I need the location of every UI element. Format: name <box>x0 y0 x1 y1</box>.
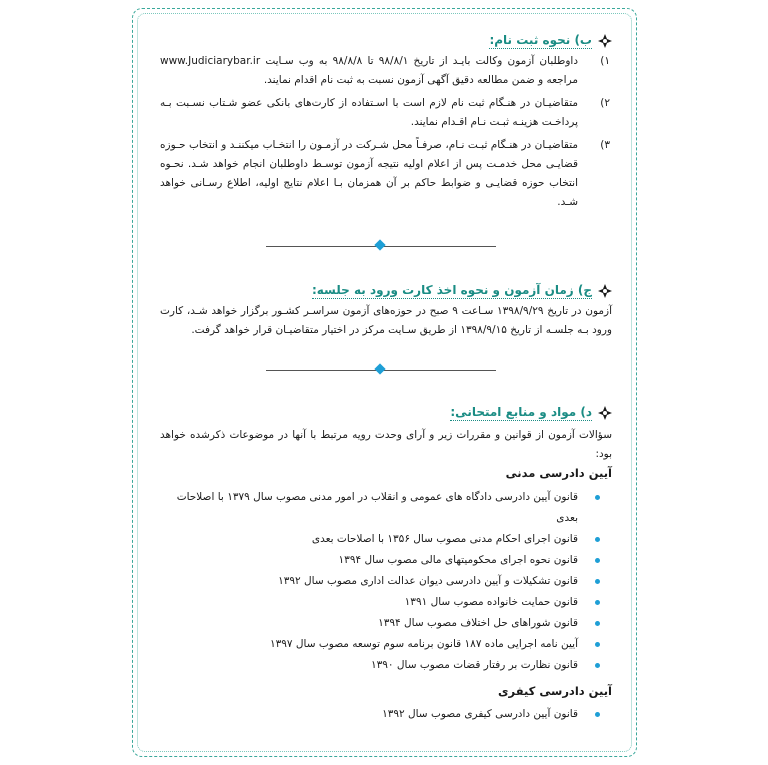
exam-time-paragraph: آزمون در تاریخ ۱۳۹۸/۹/۲۹ سـاعت ۹ صبح در حوزه‌های آزمون سراسـر کشـور برگزار خواهد شـد، کارت ورود بـه جلسـه از تاریخ ۱۳۹۸/۹/۱۵ از طریق سـایت مرکز در اختیار متقاضیـان قرار خواهد گرفت. <box>160 305 613 336</box>
item-number: ۱) <box>600 55 610 67</box>
list-item <box>160 94 612 132</box>
section-b-title: ب) نحوه ثبت نام: <box>489 33 592 47</box>
registration-list <box>160 52 612 216</box>
section-d-title: د) مواد و منابع امتحانی: <box>450 405 592 419</box>
bullet-icon <box>595 579 600 584</box>
list-item: آیین نامه اجرایی ماده ۱۸۷ قانون برنامه سوم توسعه مصوب سال ۱۳۹۷ <box>160 634 612 655</box>
criminal-procedure-title: آیین دادرسی کیفری <box>498 684 612 698</box>
bullet-icon <box>595 663 600 668</box>
bullet-icon <box>595 621 600 626</box>
section-c-title: ج) زمان آزمون و نحوه اخذ کارت ورود به جلسه: <box>311 283 592 297</box>
sources-intro: سؤالات آزمون از قوانین و مقررات زیر و آرای وحدت رویه مرتبط با آنها در موضوعات ذکرشده خواهد بود: <box>160 429 612 460</box>
diamond-divider-icon <box>374 363 385 374</box>
list-item <box>160 136 612 212</box>
diamond-ornament-icon <box>598 34 612 48</box>
list-item: قانون نظارت بر رفتار قضات مصوب سال ۱۳۹۰ <box>160 655 612 676</box>
list-item: قانون حمایت خانواده مصوب سال ۱۳۹۱ <box>160 592 612 613</box>
diamond-divider-icon <box>374 239 385 250</box>
item-text: متقاضیـان در هنـگام ثبت نام لازم است با اسـتفاده از کارت‌های بانکی عضو شـتاب نسـبت بـه پرداخـت هزینـه ثبـت نـام اقـدام نمایند. <box>160 97 578 128</box>
list-item: قانون اجرای احکام مدنی مصوب سال ۱۳۵۶ با اصلاحات بعدی <box>160 529 612 550</box>
list-item: قانون تشکیلات و آیین دادرسی دیوان عدالت اداری مصوب سال ۱۳۹۲ <box>160 571 612 592</box>
document-page <box>160 0 612 765</box>
bullet-icon <box>595 537 600 542</box>
civil-sources-list <box>160 487 612 676</box>
diamond-ornament-icon <box>598 406 612 420</box>
civil-procedure-title: آیین دادرسی مدنی <box>505 466 612 480</box>
list-item: قانون آیین دادرسی دادگاه های عمومی و انقلاب در امور مدنی مصوب سال ۱۳۷۹ با اصلاحات بعدی <box>160 487 612 529</box>
list-item: قانون نحوه اجرای محکومیتهای مالی مصوب سال ۱۳۹۴ <box>160 550 612 571</box>
item-text: متقاضیـان در هنـگام ثبـت نـام، صرفـاً محل شـرکت در آزمـون را انتخـاب میکننـد و انتخاب حـوزه قضایـی محل خدمـت پس از اعلام اولیه نتیجه آزمون توسـط داوطلبان انجام خواهد شـد. نحـوه انتخاب حوزه قضایـی و ضوابط حاکم بر آن همزمان بـا اعلام نتایج اولیه، اطلاع رسـانی خواهد شـد. <box>160 139 578 208</box>
section-b-heading <box>489 33 612 49</box>
bullet-icon <box>595 495 600 500</box>
item-text: داوطلبان آزمون وکالت بایـد از تاریخ ۹۸/۸/۱ تا ۹۸/۸/۸ به وب سـایت www.Judiciarybar.ir مراجعه و ضمن مطالعه دقیق آگهی آزمون نسبت به ثبت نام اقدام نمایند. <box>160 55 579 86</box>
criminal-sources-list <box>160 704 612 725</box>
section-d-heading <box>450 405 612 421</box>
item-number: ۲) <box>600 97 610 109</box>
list-item <box>160 52 612 90</box>
bullet-icon <box>595 642 600 647</box>
section-c-heading <box>312 283 612 299</box>
bullet-icon <box>595 600 600 605</box>
divider <box>266 364 496 376</box>
list-item: قانون آیین دادرسی کیفری مصوب سال ۱۳۹۲ <box>160 704 612 725</box>
diamond-ornament-icon <box>598 284 612 298</box>
list-item: قانون شوراهای حل اختلاف مصوب سال ۱۳۹۴ <box>160 613 612 634</box>
item-number: ۳) <box>600 139 610 151</box>
divider <box>266 240 496 252</box>
bullet-icon <box>595 712 600 717</box>
bullet-icon <box>595 558 600 563</box>
